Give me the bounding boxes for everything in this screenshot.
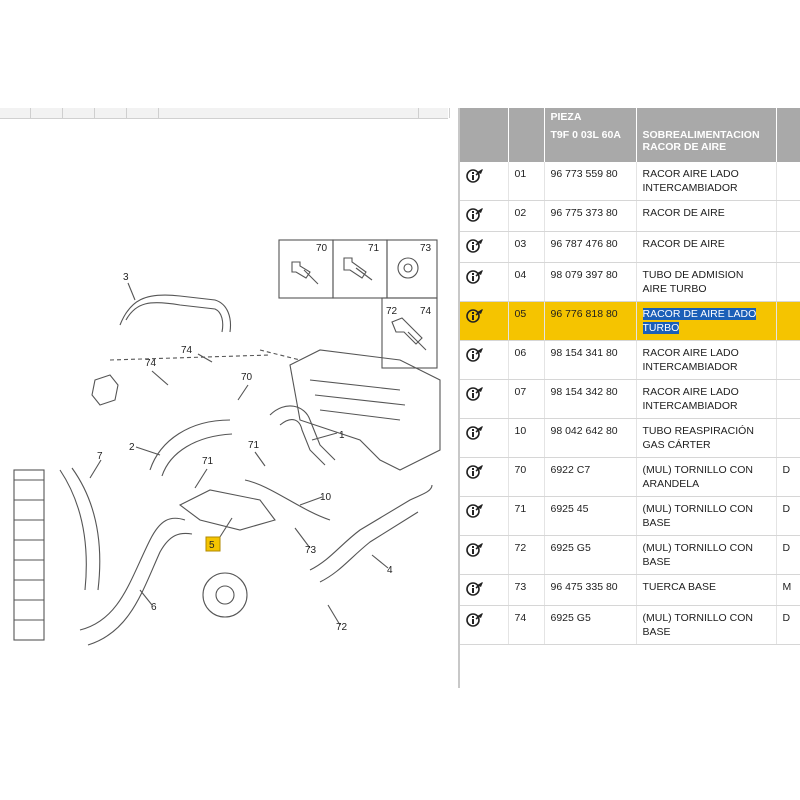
row-extra bbox=[776, 201, 800, 232]
table-row[interactable] bbox=[460, 232, 800, 263]
row-reference: 98 079 397 80 bbox=[544, 263, 636, 302]
info-arrow-icon[interactable] bbox=[466, 502, 486, 518]
info-arrow-icon[interactable] bbox=[466, 385, 486, 401]
row-number: 04 bbox=[508, 263, 544, 302]
inset-label-74: 74 bbox=[420, 306, 432, 317]
maximize-button[interactable] bbox=[418, 108, 450, 118]
table-row[interactable] bbox=[460, 380, 800, 419]
callout-1: 1 bbox=[339, 430, 345, 441]
toolbar-button[interactable] bbox=[128, 108, 159, 118]
table-row[interactable] bbox=[460, 536, 800, 575]
row-icon-cell[interactable] bbox=[460, 575, 508, 606]
table-row[interactable] bbox=[460, 162, 800, 201]
row-extra: D bbox=[776, 606, 800, 645]
row-reference: 6925 G5 bbox=[544, 606, 636, 645]
row-number: 05 bbox=[508, 302, 544, 341]
row-description bbox=[636, 458, 776, 497]
info-arrow-icon[interactable] bbox=[466, 424, 486, 440]
row-icon-cell[interactable] bbox=[460, 162, 508, 201]
info-arrow-icon[interactable] bbox=[466, 206, 486, 222]
row-number: 02 bbox=[508, 201, 544, 232]
row-reference: 98 042 642 80 bbox=[544, 419, 636, 458]
row-desc-text: TUBO DE ADMISION AIRE TURBO bbox=[642, 269, 744, 295]
inset-label-70: 70 bbox=[316, 243, 328, 254]
row-extra bbox=[776, 302, 800, 341]
row-reference: 96 787 476 80 bbox=[544, 232, 636, 263]
table-row[interactable] bbox=[460, 606, 800, 645]
row-reference: 96 775 373 80 bbox=[544, 201, 636, 232]
callout-2: 2 bbox=[129, 442, 135, 453]
row-number: 74 bbox=[508, 606, 544, 645]
row-number: 71 bbox=[508, 497, 544, 536]
row-reference: 6925 G5 bbox=[544, 536, 636, 575]
row-desc-text: (MUL) TORNILLO CON ARANDELA bbox=[642, 464, 753, 490]
info-arrow-icon[interactable] bbox=[466, 611, 486, 627]
row-icon-cell[interactable] bbox=[460, 606, 508, 645]
row-desc-text: RACOR DE AIRE bbox=[642, 238, 725, 250]
toolbar-button[interactable] bbox=[0, 108, 31, 118]
row-description bbox=[636, 302, 776, 341]
callout-71-a: 71 bbox=[248, 440, 260, 451]
table-subheader-row bbox=[460, 126, 800, 162]
table-row[interactable] bbox=[460, 575, 800, 606]
row-icon-cell[interactable] bbox=[460, 497, 508, 536]
table-row[interactable] bbox=[460, 419, 800, 458]
table-row[interactable] bbox=[460, 341, 800, 380]
row-extra bbox=[776, 380, 800, 419]
row-icon-cell[interactable] bbox=[460, 341, 508, 380]
row-number: 06 bbox=[508, 341, 544, 380]
info-arrow-icon[interactable] bbox=[466, 167, 486, 183]
row-number: 72 bbox=[508, 536, 544, 575]
row-extra: D bbox=[776, 458, 800, 497]
toolbar-button[interactable] bbox=[64, 108, 95, 118]
row-extra bbox=[776, 419, 800, 458]
callout-5: 5 bbox=[209, 540, 215, 551]
info-arrow-icon[interactable] bbox=[466, 580, 486, 596]
inset-label-71: 71 bbox=[368, 243, 380, 254]
callout-73: 73 bbox=[305, 545, 317, 556]
callout-4: 4 bbox=[387, 565, 393, 576]
table-header-row bbox=[460, 108, 800, 126]
callout-6: 6 bbox=[151, 602, 157, 613]
info-arrow-icon[interactable] bbox=[466, 307, 486, 323]
row-reference: 96 475 335 80 bbox=[544, 575, 636, 606]
info-arrow-icon[interactable] bbox=[466, 463, 486, 479]
row-number: 01 bbox=[508, 162, 544, 201]
row-reference: 96 776 818 80 bbox=[544, 302, 636, 341]
row-description bbox=[636, 263, 776, 302]
row-description bbox=[636, 575, 776, 606]
subheader-ref: T9F 0 03L 60A bbox=[544, 126, 636, 162]
toolbar-button[interactable] bbox=[32, 108, 63, 118]
row-reference: 6925 45 bbox=[544, 497, 636, 536]
callout-74-a: 74 bbox=[145, 358, 157, 369]
row-desc-text: (MUL) TORNILLO CON BASE bbox=[642, 503, 753, 529]
row-number: 10 bbox=[508, 419, 544, 458]
parts-table bbox=[460, 108, 800, 645]
row-number: 73 bbox=[508, 575, 544, 606]
inset-label-72: 72 bbox=[386, 306, 398, 317]
callout-3: 3 bbox=[123, 272, 129, 283]
callout-74-b: 74 bbox=[181, 345, 193, 356]
row-extra: M bbox=[776, 575, 800, 606]
row-desc-text: RACOR DE AIRE bbox=[642, 207, 725, 219]
parts-diagram bbox=[0, 119, 448, 679]
row-extra bbox=[776, 263, 800, 302]
table-row[interactable] bbox=[460, 302, 800, 341]
row-number: 03 bbox=[508, 232, 544, 263]
row-extra bbox=[776, 162, 800, 201]
row-desc-text: (MUL) TORNILLO CON BASE bbox=[642, 612, 753, 638]
info-arrow-icon[interactable] bbox=[466, 268, 486, 284]
row-description bbox=[636, 380, 776, 419]
row-extra: D bbox=[776, 497, 800, 536]
row-number: 70 bbox=[508, 458, 544, 497]
row-reference: 96 773 559 80 bbox=[544, 162, 636, 201]
row-description bbox=[636, 162, 776, 201]
row-extra bbox=[776, 341, 800, 380]
row-icon-cell[interactable] bbox=[460, 302, 508, 341]
row-description bbox=[636, 419, 776, 458]
row-description bbox=[636, 201, 776, 232]
table-row[interactable] bbox=[460, 201, 800, 232]
viewer-toolbar bbox=[0, 108, 448, 119]
row-icon-cell[interactable] bbox=[460, 536, 508, 575]
callout-10: 10 bbox=[320, 492, 332, 503]
subheader-desc: SOBREALIMENTACION RACOR DE AIRE bbox=[636, 126, 776, 162]
info-arrow-icon[interactable] bbox=[466, 237, 486, 253]
callout-71-b: 71 bbox=[202, 456, 214, 467]
row-icon-cell[interactable] bbox=[460, 232, 508, 263]
info-arrow-icon[interactable] bbox=[466, 346, 486, 362]
row-description bbox=[636, 606, 776, 645]
row-icon-cell[interactable] bbox=[460, 458, 508, 497]
row-desc-text: RACOR AIRE LADO INTERCAMBIADOR bbox=[642, 347, 739, 373]
row-desc-text: TUERCA BASE bbox=[642, 581, 717, 593]
row-description bbox=[636, 341, 776, 380]
inset-label-73: 73 bbox=[420, 243, 432, 254]
info-arrow-icon[interactable] bbox=[466, 541, 486, 557]
row-desc-text: RACOR DE AIRE LADO TURBO bbox=[642, 308, 757, 334]
row-reference: 98 154 342 80 bbox=[544, 380, 636, 419]
table-row[interactable] bbox=[460, 263, 800, 302]
parts-diagram-viewer[interactable] bbox=[0, 119, 448, 679]
row-desc-text: RACOR AIRE LADO INTERCAMBIADOR bbox=[642, 168, 739, 194]
callout-72: 72 bbox=[336, 622, 348, 633]
row-desc-text: TUBO REASPIRACIÓN GAS CÁRTER bbox=[642, 425, 754, 451]
row-number: 07 bbox=[508, 380, 544, 419]
callout-70: 70 bbox=[241, 372, 253, 383]
row-icon-cell[interactable] bbox=[460, 201, 508, 232]
row-icon-cell[interactable] bbox=[460, 419, 508, 458]
row-description bbox=[636, 536, 776, 575]
row-description bbox=[636, 497, 776, 536]
row-desc-text: RACOR AIRE LADO INTERCAMBIADOR bbox=[642, 386, 739, 412]
parts-table-panel bbox=[460, 108, 800, 645]
row-extra: D bbox=[776, 536, 800, 575]
row-reference: 98 154 341 80 bbox=[544, 341, 636, 380]
row-icon-cell[interactable] bbox=[460, 380, 508, 419]
row-desc-text: (MUL) TORNILLO CON BASE bbox=[642, 542, 753, 568]
row-extra bbox=[776, 232, 800, 263]
table-row[interactable] bbox=[460, 458, 800, 497]
header-pieza: PIEZA bbox=[544, 108, 636, 126]
row-icon-cell[interactable] bbox=[460, 263, 508, 302]
toolbar-button[interactable] bbox=[96, 108, 127, 118]
callout-7: 7 bbox=[97, 451, 103, 462]
row-reference: 6922 C7 bbox=[544, 458, 636, 497]
row-description bbox=[636, 232, 776, 263]
table-row[interactable] bbox=[460, 497, 800, 536]
